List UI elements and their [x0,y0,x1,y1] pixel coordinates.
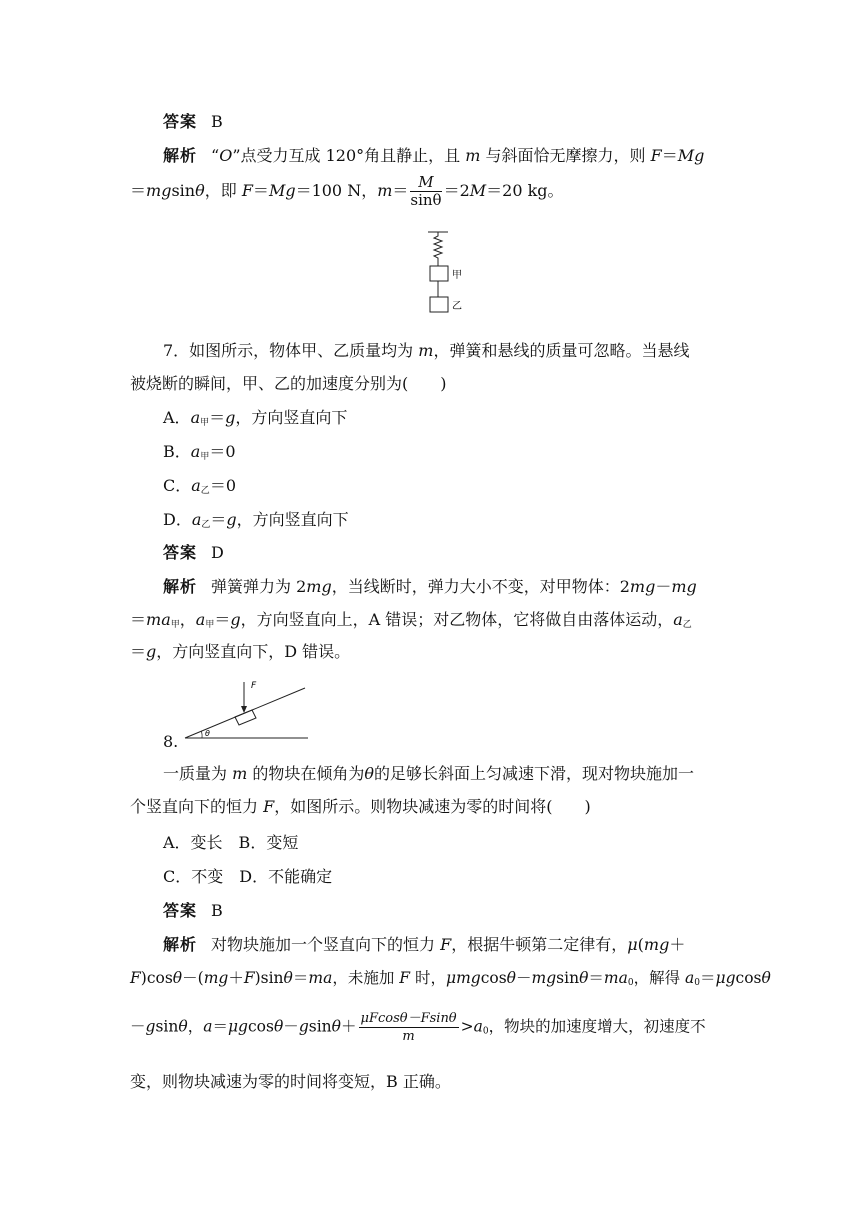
text: ＋ [341,1017,357,1036]
text: μg [227,1017,248,1036]
text: － [655,577,672,596]
text: 乙 [201,520,211,530]
text: a [203,1017,213,1036]
fraction-numerator: M [410,174,441,192]
text: ＋ [228,969,244,987]
block-jia [430,266,448,281]
text: ＝0 [209,442,236,461]
text: 乙 [200,486,210,496]
text: ，即 [204,181,242,200]
answer-label: 答案 [163,901,198,920]
text: g [145,1017,156,1036]
text: θ [364,764,374,783]
fraction-denominator: m [402,1029,415,1044]
analysis-label: 解析 [163,146,198,165]
text: 乙 [682,620,692,630]
text: mg [306,577,332,596]
fraction [410,174,441,209]
text: cos [480,969,507,987]
label-yi: 乙 [452,301,462,312]
text: ， [187,1017,204,1036]
text: 0 [482,1026,489,1037]
text: sin [556,969,580,987]
text: F [263,797,275,816]
text: ，解得 [633,969,686,987]
text: ＝ [130,642,147,661]
text: ，方向竖直向下 [235,408,348,427]
text: μg [715,969,736,987]
q7-analysis-line1 [163,576,697,598]
text: 的足够长斜面上匀减速下滑，现对物块施加一 [374,764,695,783]
fraction [359,1010,459,1045]
text: θ [331,1017,341,1036]
text: 弹簧弹力为 2 [211,577,307,596]
analysis-label: 解析 [163,935,198,954]
text: 甲 [200,418,210,428]
text: M [469,181,487,200]
text: θ [172,969,183,987]
q8-number: 8. [163,732,179,751]
q8-analysis-line3 [130,1010,706,1045]
text: F [399,969,411,987]
text: θ [283,969,293,987]
text: θ [178,1017,188,1036]
text: － [283,1017,299,1036]
q7-option-b [163,441,236,468]
angle-label: θ [205,729,210,738]
text: －( [182,969,204,987]
text: ”点受力互成 120°角且静止，且 [232,146,466,165]
text: mg [203,969,229,987]
text: ＝ [661,146,678,165]
text: － [516,969,532,987]
q7-option-a [163,407,347,434]
text: ， [179,610,196,629]
text: g [298,1017,309,1036]
q8-answer-line [163,900,223,922]
text: ＝ [210,510,227,529]
text: ，方向竖直向下，D 错误。 [156,642,351,661]
text: 与斜面恰无摩擦力，则 [480,146,651,165]
text: ＝ [392,181,409,200]
q6-analysis-line1 [163,145,704,167]
text: ma [146,610,171,629]
fraction-denominator: sinθ [410,191,442,209]
q8-stem-line1 [163,763,694,785]
q8-options-ab: A．变长 B．变短 [163,833,299,852]
answer-label: 答案 [163,112,198,131]
text: g [225,408,236,427]
q6-analysis-line2 [130,174,564,209]
text: m [232,764,248,783]
q7-option-c [163,475,236,502]
text: F [130,969,141,987]
text: a [191,510,202,529]
text: a [190,408,201,427]
angle-arc [202,732,203,739]
analysis-label: 解析 [163,577,198,596]
text: 甲 [205,620,215,630]
q8-analysis-line4: 变，则物块减速为零的时间将变短，B 正确。 [130,1072,451,1091]
force-label: F [251,681,257,691]
text: 甲 [170,620,180,630]
text: mg [146,181,172,200]
text: mg [531,969,557,987]
text: mg [629,577,656,596]
text: ＝ [209,408,226,427]
text: 一质量为 [163,764,233,783]
text: μmg [446,969,481,987]
text: ，方向竖直向上，A 错误；对乙物体，它将做自由落体运动， [240,610,674,629]
q6-answer: B [211,112,223,131]
text: Mg [677,146,705,165]
text: ，当线断时，弹力大小不变，对甲物体：2 [331,577,630,596]
text: ma [603,969,628,987]
text: ma [308,969,333,987]
text: a [685,969,695,987]
q7-answer: D [211,543,224,562]
text: B． [163,442,191,461]
text: － [130,1017,146,1036]
q7-option-d [163,509,349,536]
text: ＝ [292,969,309,987]
text: ，弹簧和悬线的质量可忽略。当悬线 [433,341,690,360]
text: 的物块在倾角为 [247,764,365,783]
text: sin [308,1017,332,1036]
text: a [191,476,201,495]
text: F [440,935,452,954]
q8-analysis-line2 [130,967,771,994]
text: D． [163,510,192,529]
text: sin [171,181,196,200]
q8-options-cd: C．不变 D．不能确定 [163,867,333,886]
spring [434,232,442,266]
q7-answer-line [163,542,224,564]
text: Mg [268,181,296,200]
text: mg [643,935,670,954]
text: A． [163,408,191,427]
text: ，方向竖直向下 [236,510,349,529]
text: ＝0 [209,476,236,495]
text: ＝100 N， [295,181,378,200]
text: a [673,610,683,629]
text: F [650,146,662,165]
text: ＝ [130,181,147,200]
text: mg [671,577,697,596]
text: μ [627,935,638,954]
text: ，未施加 [332,969,400,987]
text: )sin [254,969,284,987]
text: ，如图所示。则物块减速为零的时间将( ) [274,797,591,816]
q7-stem-line2: 被烧断的瞬间，甲、乙的加速度分别为( ) [130,374,447,393]
fraction-numerator: μFcosθ－Fsinθ [360,1011,457,1026]
spring-block-figure [420,228,480,318]
text: θ [506,969,517,987]
text: m [418,341,434,360]
text: cos [735,969,762,987]
text: ＝ [214,610,231,629]
text: a [190,442,201,461]
text: a [473,1017,483,1036]
text: 0 [627,978,634,988]
text: cos [247,1017,274,1036]
text: ＋ [669,935,686,954]
text: m [465,146,481,165]
text: 甲 [200,452,210,462]
text: ＝20 kg。 [486,181,564,200]
text: ＝ [700,969,716,987]
text: ＝2 [443,181,470,200]
text: a [195,610,206,629]
text: ＝ [212,1017,228,1036]
text: θ [579,969,589,987]
q7-analysis-line2 [130,609,692,636]
text: sin [155,1017,179,1036]
text: > [460,1017,474,1036]
label-jia: 甲 [452,270,462,281]
text: g [230,610,241,629]
text: ，根据牛顿第二定律有， [451,935,628,954]
text: “ [211,146,220,165]
text: θ [273,1017,284,1036]
q7-stem-line1 [163,340,689,362]
text: 个竖直向下的恒力 [130,797,264,816]
text: ，物块的加速度增大，初速度不 [488,1017,706,1036]
block [235,710,256,725]
text: 0 [694,978,701,988]
text: ＝ [130,610,147,629]
text: ＝ [252,181,269,200]
text: F [243,969,255,987]
text: g [226,510,237,529]
text: 7．如图所示，物体甲、乙质量均为 [163,341,419,360]
text: C． [163,476,192,495]
q8-answer: B [211,901,223,920]
text: 对物块施加一个竖直向下的恒力 [211,935,441,954]
q8-stem-line2 [130,796,591,818]
text: F [241,181,253,200]
text: θ [761,969,771,987]
text: ＝ [588,969,604,987]
text: O [219,146,233,165]
q8-analysis-line1 [163,934,685,956]
text: g [146,642,157,661]
text: ( [637,935,644,954]
block-yi [430,297,448,312]
answer-label: 答案 [163,543,198,562]
text: )cos [140,969,173,987]
text: m [377,181,393,200]
text: θ [195,181,205,200]
q6-answer-line [163,111,223,133]
incline-figure [180,676,320,744]
q7-analysis-line3 [130,641,350,663]
text: 时， [410,969,446,987]
